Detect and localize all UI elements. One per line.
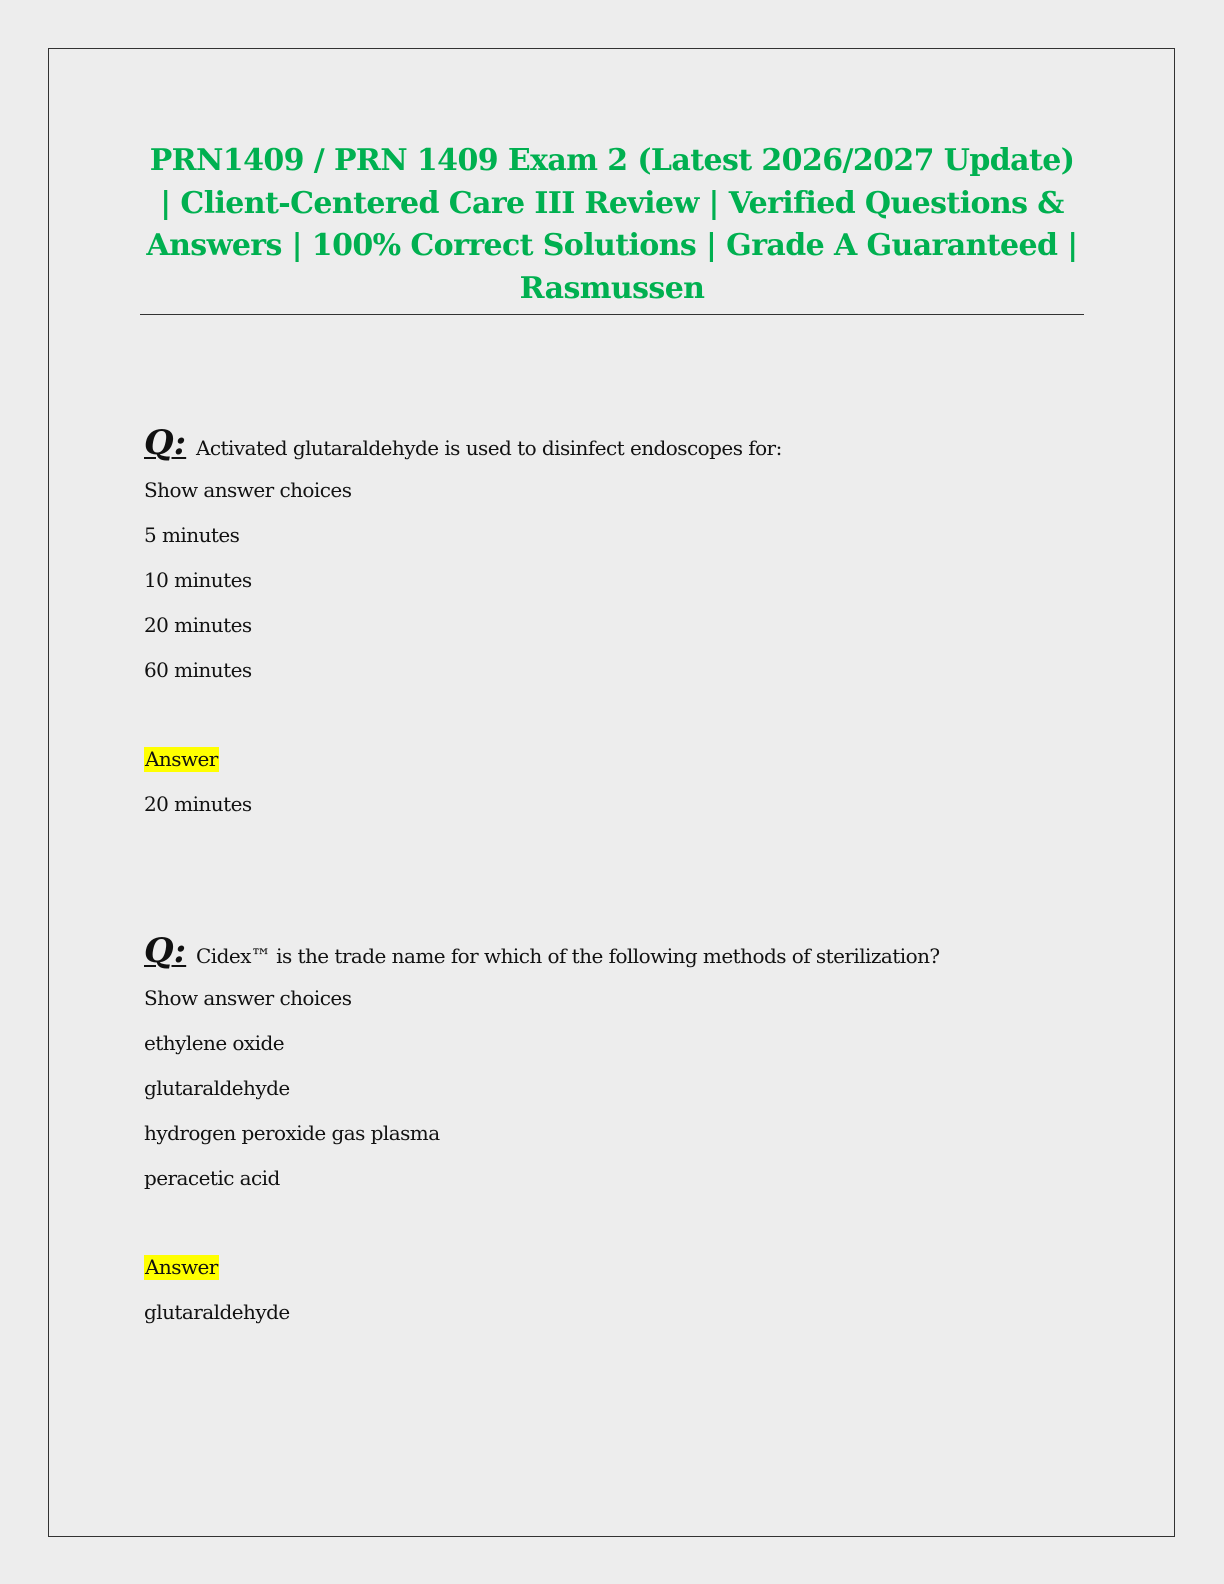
answer-choice: 20 minutes bbox=[144, 613, 252, 637]
correct-answer: 20 minutes bbox=[144, 792, 252, 816]
question-block-1 bbox=[144, 420, 1084, 827]
answer-label-line bbox=[144, 737, 1084, 782]
answer-choice: peracetic acid bbox=[144, 1166, 280, 1190]
question-marker: Q: bbox=[144, 931, 187, 971]
question-line bbox=[144, 928, 1084, 976]
question-block-2 bbox=[144, 928, 1084, 1335]
question-text: Cidex™ is the trade name for which of the following methods of sterilization? bbox=[196, 944, 940, 968]
answer-choice: 5 minutes bbox=[144, 523, 240, 547]
show-answer-choices-label: Show answer choices bbox=[144, 478, 352, 502]
question-marker: Q: bbox=[144, 423, 187, 463]
question-line bbox=[144, 420, 1084, 468]
answer-label: Answer bbox=[145, 1255, 218, 1279]
spacer bbox=[144, 1201, 1084, 1245]
answer-label: Answer bbox=[145, 747, 218, 771]
answer-choice: ethylene oxide bbox=[144, 1031, 285, 1055]
answer-label-line bbox=[144, 1245, 1084, 1290]
answer-choice: 60 minutes bbox=[144, 658, 252, 682]
question-text: Activated glutaraldehyde is used to disinfect endoscopes for: bbox=[196, 436, 782, 460]
title-divider bbox=[140, 314, 1084, 315]
answer-choice: 10 minutes bbox=[144, 568, 252, 592]
show-answer-choices-label: Show answer choices bbox=[144, 986, 352, 1010]
correct-answer: glutaraldehyde bbox=[144, 1300, 290, 1324]
answer-choice: glutaraldehyde bbox=[144, 1076, 290, 1100]
document-title: PRN1409 / PRN 1409 Exam 2 (Latest 2026/2027 Update) | Client-Centered Care III Review | Verified Questions & Answers | 100% Correct Solutions | Grade A Guaranteed | Rasmussen bbox=[146, 143, 1078, 306]
answer-choice: hydrogen peroxide gas plasma bbox=[144, 1121, 440, 1145]
spacer bbox=[144, 693, 1084, 737]
